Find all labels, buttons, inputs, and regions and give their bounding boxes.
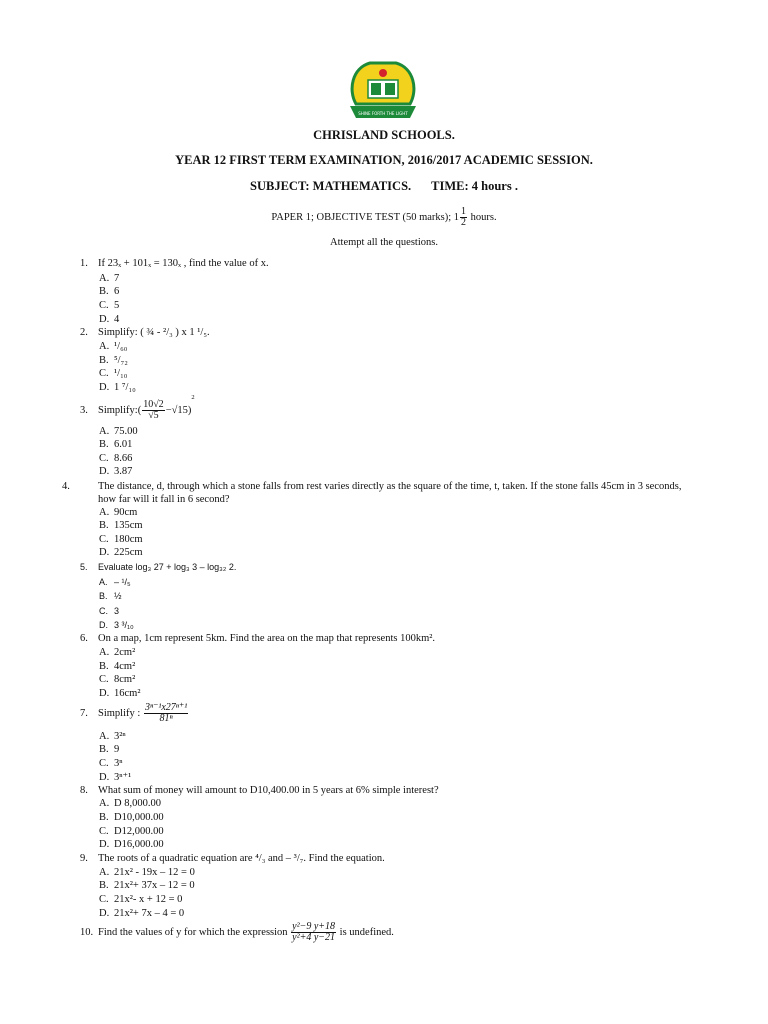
q9-option-a: A. 21x² - 19x – 12 = 0 [99,867,195,878]
question-7: 7. Simplify : $\frac{\text{3ⁿ⁻¹x27ⁿ⁺¹}}{\text{81ⁿ}}$ [80,702,188,724]
exam-title: YEAR 12 FIRST TERM EXAMINATION, 2016/2017 ACADEMIC SESSION. [175,153,593,167]
q7-fraction: $\frac{\text{3ⁿ⁻¹x27ⁿ⁺¹}}{\text{81ⁿ}}$ [144,702,188,724]
q1-option-c: C. 5 [99,300,120,311]
q10-fraction: $\frac{\text{y²−9 y+18}}{\text{y²+4 y−21}}$ [292,921,336,943]
q2-option-c: C. ¹/₁₀ [99,368,128,379]
q1-option-d: D. 4 [99,314,120,325]
q8-option-a: A. D 8,000.00 [99,798,161,809]
q7-option-b: B. 9 [99,744,120,755]
question-3: 3. Simplify:( $\frac{10√2}{√5}$ −√15)$^2$ [80,394,195,422]
half-fraction: $\frac{1}{2}$ [461,206,467,228]
q5-option-b: B. ½ [99,591,122,601]
q6-option-c: C. 8cm² [99,674,136,685]
question-10: 10. Find the values of y for which the expression $\frac{\text{y²−9 y+18}}{\text{y²+4 y−21}}$ is undefined. [80,921,394,943]
question-1: 1. If 23ₓ + 101ₓ = 130ₓ , find the value of x. [80,258,269,269]
q7-option-d: D. 3ⁿ⁺¹ [99,772,132,783]
q5-option-d: D. 3 ³/₁₀ [99,620,134,630]
school-logo [346,60,420,122]
q4-option-c: C. 180cm [99,534,143,545]
instruction: Attempt all the questions. [330,237,438,248]
q9-option-b: B. 21x²+ 37x – 12 = 0 [99,880,195,891]
q5-option-c: C. 3 [99,606,120,616]
q2-option-a: A. ¹/₆₀ [99,341,128,352]
q9-option-d: D. 21x²+ 7x – 4 = 0 [99,908,185,919]
paper-suffix: hours. [470,211,497,223]
q7-option-c: C. 3ⁿ [99,758,123,769]
q8-option-d: D. D16,000.00 [99,839,164,850]
q7-option-a: A. 3²ⁿ [99,731,126,742]
subject: SUBJECT: MATHEMATICS. [250,179,412,193]
question-5: 5. Evaluate log₃ 27 + log₃ 3 – log₃₂ 2. [80,562,237,572]
q6-option-b: B. 4cm² [99,661,136,672]
subject-line [0,179,768,194]
question-8: 8. What sum of money will amount to D10,400.00 in 5 years at 6% simple interest? [80,785,439,796]
time: TIME: 4 hours . [431,179,518,193]
q4-option-d: D. 225cm [99,547,143,558]
q9-option-c: C. 21x²- x + 12 = 0 [99,894,183,905]
q3-option-d: D. 3.87 [99,466,133,477]
q1-option-a: A. 7 [99,273,120,284]
q5-option-a: A. – ¹/₅ [99,577,131,587]
q1-option-b: B. 6 [99,286,120,297]
q6-option-d: D. 16cm² [99,688,141,699]
q4-option-a: A. 90cm [99,507,138,518]
q3-option-b: B. 6.01 [99,439,133,450]
q4-option-b: B. 135cm [99,520,143,531]
paper-prefix: PAPER 1; OBJECTIVE TEST (50 marks); 1 [271,211,460,223]
q3-fraction: $\frac{10√2}{√5}$ [143,399,164,422]
q6-option-a: A. 2cm² [99,647,136,658]
logo-motto: SHINE FORTH THE LIGHT [358,111,408,116]
q3-option-a: A. 75.00 [99,426,138,437]
q2-option-b: B. ⁵/₇₂ [99,355,128,366]
question-6: 6. On a map, 1cm represent 5km. Find the area on the map that represents 100km². [80,633,436,644]
q8-option-b: B. D10,000.00 [99,812,164,823]
q8-option-c: C. D12,000.00 [99,826,164,837]
q2-option-d: D. 1 ⁷/₁₀ [99,382,136,393]
question-4: 4. The distance, d, through which a stone falls from rest varies directly as the square of the time, t, taken. If the stone falls 45cm in 3 seconds, how far will it fall in 6 second? [62,481,682,505]
school-name: CHRISLAND SCHOOLS. [313,128,455,142]
question-9: 9. The roots of a quadratic equation are ⁴/₃ and – ³/₇. Find the equation. [80,853,385,864]
question-2: 2. Simplify: ( ¾ - ²/₃ ) x 1 ¹/₅. [80,327,210,338]
q3-option-c: C. 8.66 [99,453,133,464]
paper-line [0,207,768,228]
